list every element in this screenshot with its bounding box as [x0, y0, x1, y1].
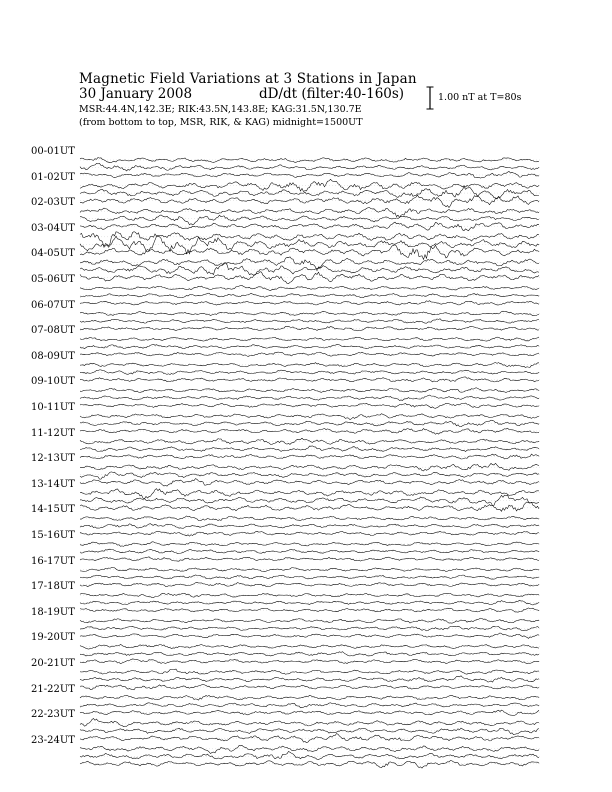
trace-rik	[80, 344, 539, 348]
trace-rik	[80, 472, 539, 479]
trace-kag	[80, 644, 539, 649]
trace-msr	[80, 582, 539, 586]
trace-kag	[80, 593, 539, 597]
station-coordinates: MSR:44.4N,142.3E; RIK:43.5N,143.8E; KAG:31.5N,130.7E	[79, 104, 362, 115]
trace-msr	[80, 171, 539, 178]
trace-msr	[80, 352, 539, 356]
trace-rik	[80, 187, 539, 199]
trace-msr	[80, 195, 539, 207]
hour-label: 06-07UT	[31, 299, 75, 311]
hour-label: 09-10UT	[31, 376, 75, 388]
hour-label: 16-17UT	[31, 555, 75, 567]
hour-label: 19-20UT	[31, 632, 75, 644]
trace-rik	[80, 652, 539, 656]
trace-msr	[80, 222, 539, 231]
trace-msr	[80, 428, 539, 434]
hour-label: 04-05UT	[31, 248, 75, 260]
trace-msr	[80, 710, 539, 715]
trace-msr	[80, 608, 539, 612]
station-order-note: (from bottom to top, MSR, RIK, & KAG) midnight=1500UT	[79, 117, 363, 128]
trace-rik	[80, 446, 539, 452]
trace-kag	[80, 438, 539, 444]
trace-rik	[80, 263, 539, 276]
trace-kag	[80, 388, 539, 393]
hour-label: 03-04UT	[31, 222, 75, 234]
trace-kag	[80, 208, 539, 218]
hour-label: 18-19UT	[31, 606, 75, 618]
trace-kag	[80, 414, 539, 420]
trace-rik	[80, 215, 539, 225]
hour-label: 21-22UT	[31, 683, 75, 695]
hour-label: 07-08UT	[31, 325, 75, 337]
hour-label: 05-06UT	[31, 274, 75, 285]
hour-label: 01-02UT	[31, 171, 75, 183]
trace-kag	[80, 363, 539, 368]
hour-label: 17-18UT	[31, 581, 75, 593]
trace-msr	[80, 659, 539, 664]
trace-msr	[80, 245, 539, 260]
scale-label: 1.00 nT at T=80s	[438, 92, 522, 103]
trace-kag	[80, 719, 539, 727]
trace-rik	[80, 626, 539, 631]
trace-kag	[80, 489, 539, 499]
filter-text: dD/dt (filter:40-160s)	[259, 86, 405, 102]
hour-label: 02-03UT	[31, 197, 75, 209]
hour-label: 12-13UT	[31, 453, 75, 465]
trace-kag	[80, 157, 539, 162]
hour-label: 15-16UT	[31, 530, 75, 541]
trace-rik	[80, 751, 539, 759]
hour-label: 00-01UT	[31, 146, 75, 157]
trace-rik	[80, 575, 539, 579]
trace-kag	[80, 257, 539, 271]
trace-msr	[80, 760, 539, 768]
hour-label: 08-09UT	[31, 350, 75, 362]
trace-msr	[80, 272, 539, 284]
trace-kag	[80, 745, 539, 753]
trace-msr	[80, 502, 539, 511]
trace-kag	[80, 669, 539, 674]
trace-rik	[80, 163, 539, 171]
hour-label: 11-12UT	[31, 427, 75, 439]
hour-label: 10-11UT	[31, 402, 75, 413]
hour-label: 14-15UT	[31, 504, 75, 516]
trace-rik	[80, 676, 539, 682]
trace-msr	[80, 377, 539, 382]
hour-label: 20-21UT	[31, 658, 75, 669]
trace-rik	[80, 728, 539, 735]
hour-label: 13-14UT	[31, 478, 75, 490]
hour-label: 22-23UT	[31, 709, 75, 721]
trace-msr	[80, 531, 539, 536]
chart-title: Magnetic Field Variations at 3 Stations in Japan	[79, 71, 417, 87]
trace-msr	[80, 403, 539, 408]
hour-label: 23-24UT	[31, 734, 75, 746]
date-text: 30 January 2008	[79, 86, 193, 102]
